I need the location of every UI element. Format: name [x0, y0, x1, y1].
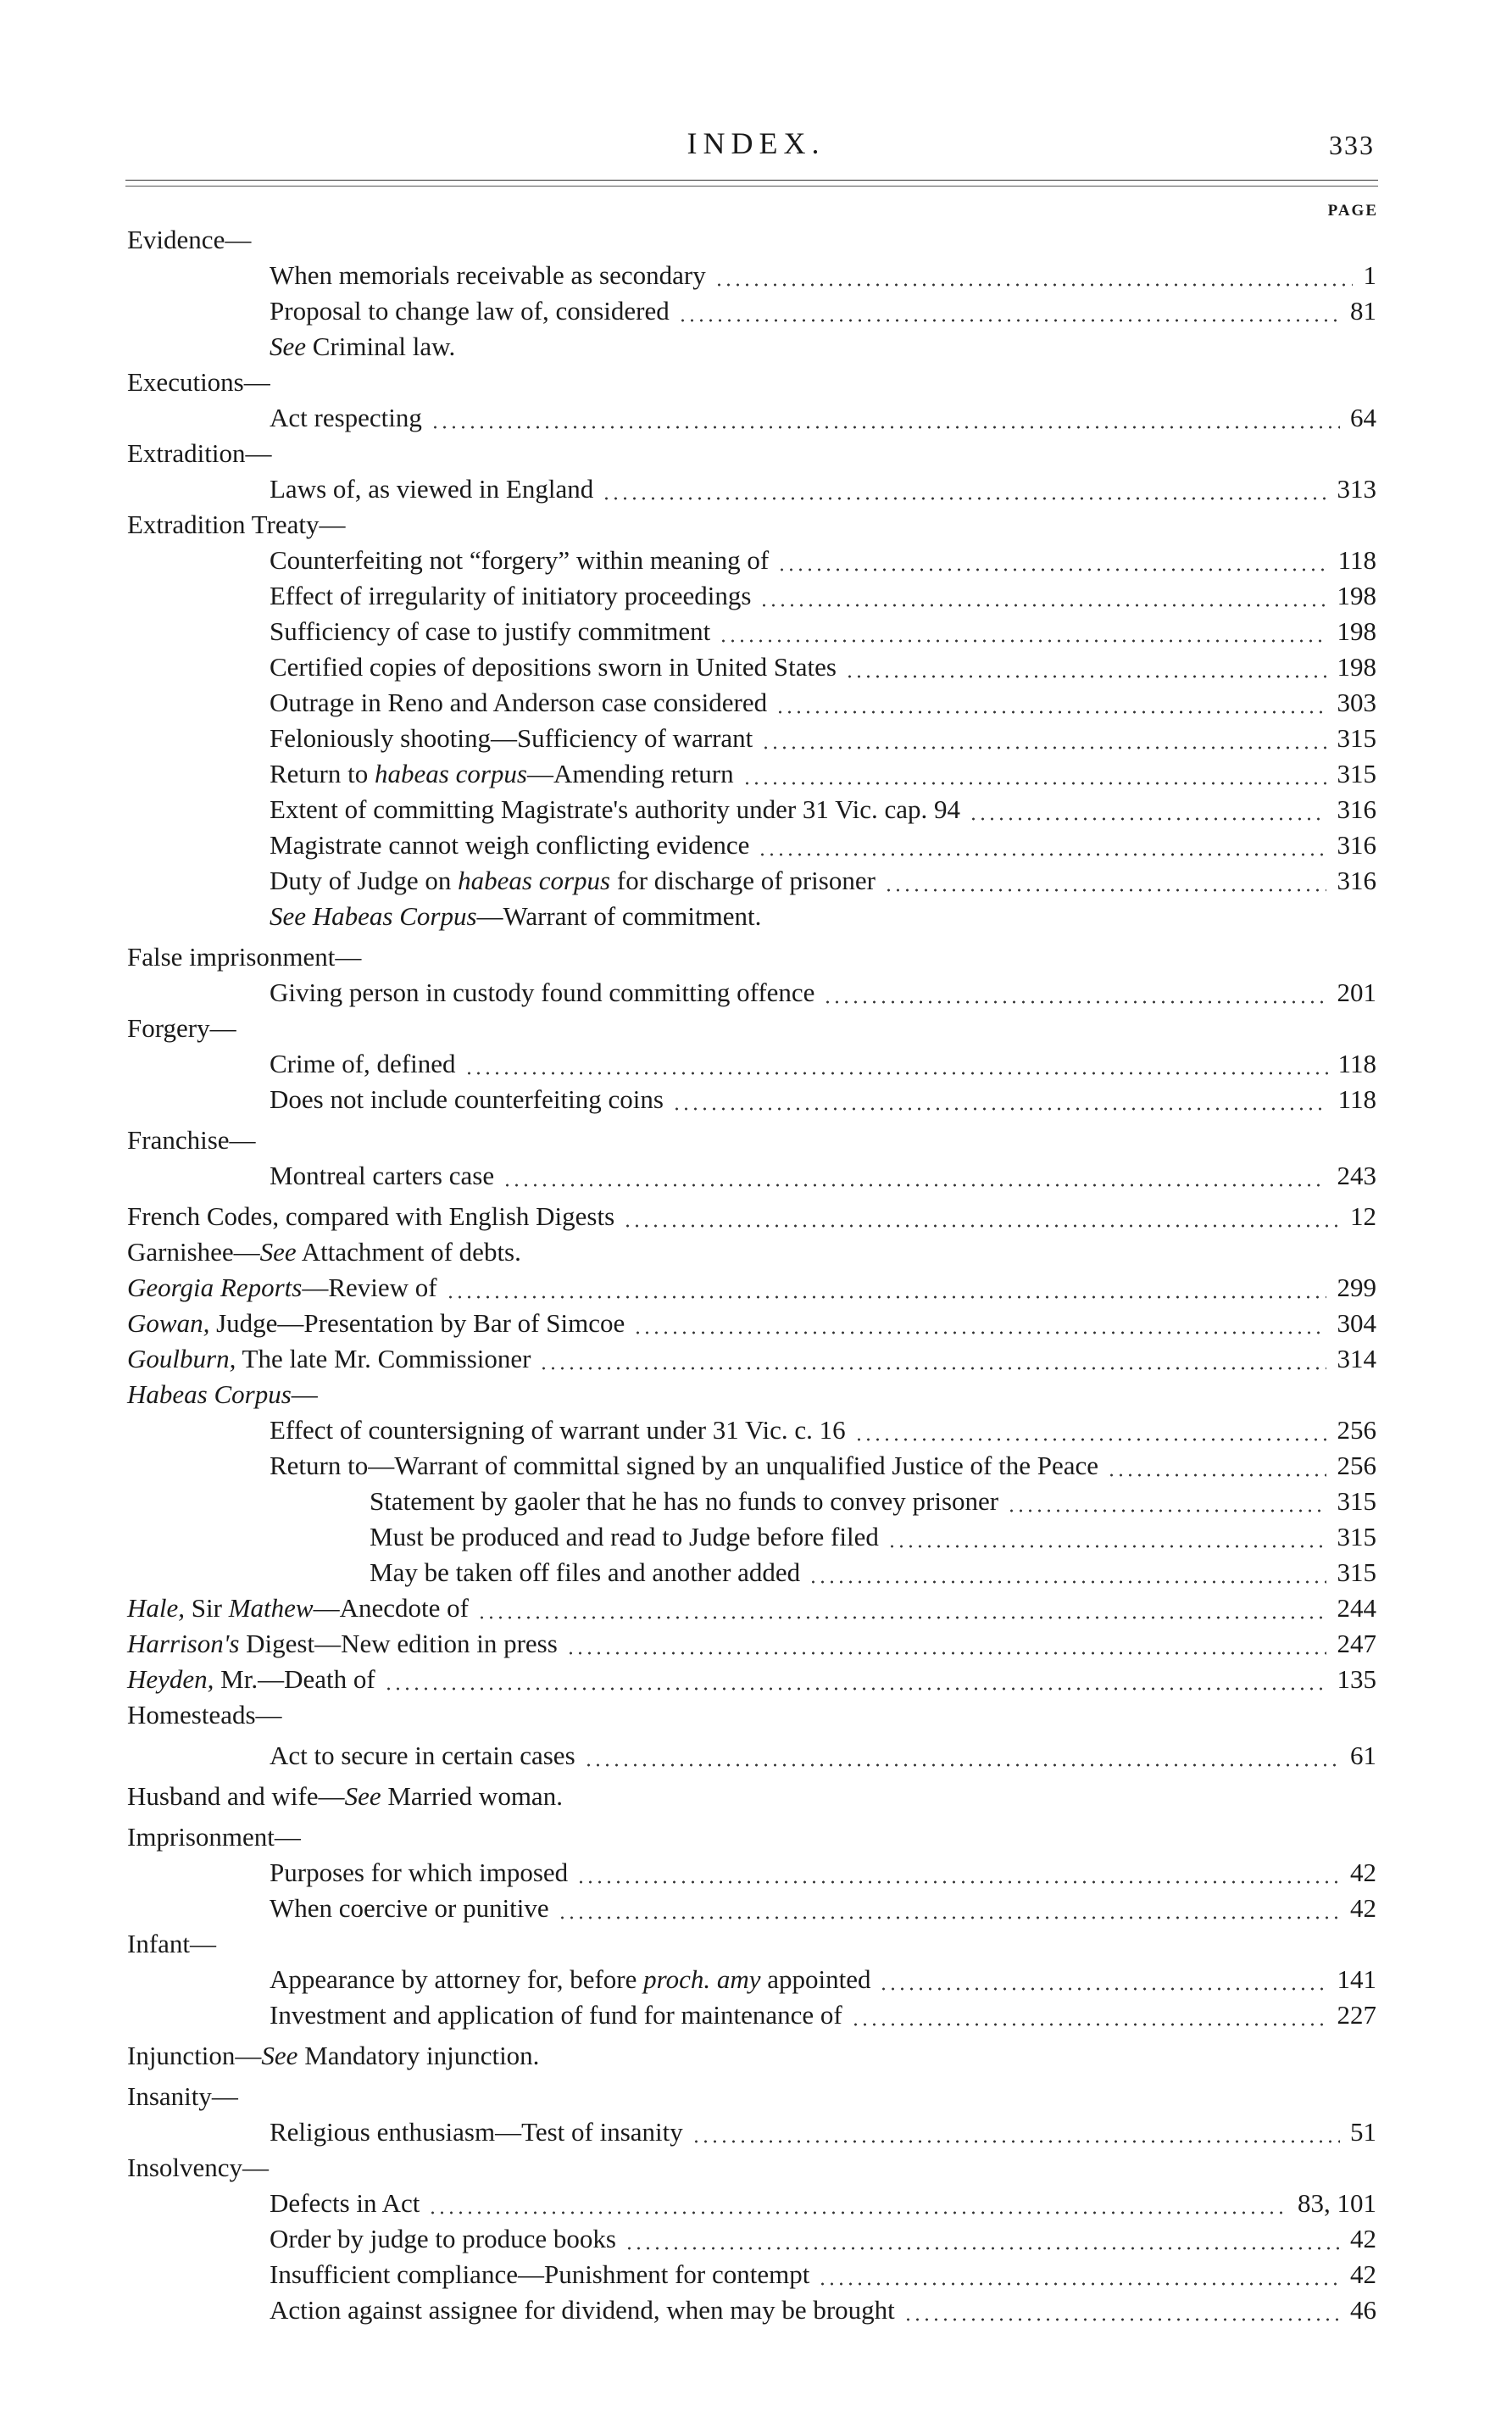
entry-text — [270, 685, 767, 721]
entry-part: —Anecdote of — [313, 1593, 469, 1623]
entry-text — [270, 1962, 870, 1997]
entry-text — [270, 2292, 895, 2328]
entry-part: French Codes, compared with English Digests — [127, 1201, 615, 1231]
entry-part: Magistrate cannot weigh conflicting evidence — [270, 830, 750, 860]
index-subentry — [0, 578, 1512, 614]
entry-part: When memorials receivable as secondary — [270, 260, 706, 290]
entry-text — [127, 1306, 625, 1341]
entry-part: Proposal to change law of, considered — [270, 296, 670, 326]
dot-leader — [446, 1295, 1326, 1299]
entry-text — [270, 792, 960, 827]
index-heading — [0, 507, 1512, 543]
header-rule — [125, 180, 1378, 181]
entry-part: Does not include counterfeiting coins — [270, 1084, 664, 1114]
index-heading — [0, 222, 1512, 258]
page-ref: 316 — [1337, 866, 1376, 895]
dot-leader — [823, 1000, 1326, 1004]
entry-text — [127, 1697, 282, 1733]
entry-part: Judge—Presentation by Bar of Simcoe — [209, 1308, 625, 1338]
entry-text — [270, 258, 706, 293]
dot-leader — [714, 283, 1353, 287]
index-subentry — [0, 2292, 1512, 2328]
dot-leader — [558, 1916, 1340, 1919]
entry-part: Married woman. — [381, 1781, 563, 1811]
entry-part: Purposes for which imposed — [270, 1858, 569, 1887]
index-subentry — [0, 756, 1512, 792]
index-heading — [0, 1341, 1512, 1377]
entry-part: Action against assignee for dividend, when may be brought — [270, 2295, 895, 2325]
entry-part: Effect of countersigning of warrant under 31 Vic. c. 16 — [270, 1415, 846, 1445]
entry-text — [127, 1011, 236, 1046]
entry-text — [127, 222, 251, 258]
page-ref: 42 — [1350, 2224, 1376, 2253]
entry-text — [270, 649, 837, 685]
entry-part: Return to — [270, 759, 375, 788]
page-ref: 118 — [1337, 1084, 1376, 1114]
entry-text — [127, 1341, 531, 1377]
index-subentry — [0, 1158, 1512, 1194]
index-subentry — [0, 1891, 1512, 1926]
page-ref: 313 — [1337, 474, 1376, 504]
entry-italic: Gowan, — [127, 1308, 210, 1338]
dot-leader — [854, 1438, 1326, 1441]
entry-italic: Goulburn, — [127, 1344, 236, 1373]
entry-text — [270, 1082, 664, 1117]
index-subentry — [0, 1997, 1512, 2033]
page-ref: 256 — [1337, 1451, 1376, 1480]
entry-part: —Amending return — [526, 759, 734, 788]
page-ref: 303 — [1337, 688, 1376, 717]
entry-text — [270, 2257, 809, 2292]
entry-part: for discharge of prisoner — [610, 866, 876, 895]
page-ref: 135 — [1337, 1664, 1376, 1694]
index-heading — [0, 1234, 1512, 1270]
page-ref: 141 — [1337, 1964, 1376, 1994]
page-ref: 315 — [1337, 1522, 1376, 1551]
entry-text — [270, 400, 422, 436]
index-heading — [0, 1626, 1512, 1662]
dot-leader — [692, 2140, 1340, 2143]
entry-part: Infant— — [127, 1929, 217, 1958]
page-number: 333 — [1329, 130, 1375, 160]
page-ref: 198 — [1337, 652, 1376, 682]
entry-part: Insanity— — [127, 2081, 238, 2111]
index-subentry — [0, 1555, 1512, 1590]
entry-part: Order by judge to produce books — [270, 2224, 616, 2253]
dot-leader — [879, 1987, 1326, 1991]
index-subentry — [0, 293, 1512, 329]
dot-leader — [969, 817, 1326, 821]
index-subentry — [0, 975, 1512, 1011]
dot-leader — [1107, 1473, 1326, 1477]
entry-part: Executions— — [127, 367, 270, 397]
page-ref: 315 — [1337, 723, 1376, 753]
entry-text — [127, 1926, 216, 1962]
dot-leader — [758, 853, 1326, 856]
entry-text — [270, 2186, 420, 2221]
entry-part: Investment and application of fund for maintenance of — [270, 2000, 842, 2030]
entry-italic: See — [259, 1237, 297, 1267]
index-subentry — [0, 1962, 1512, 1997]
index-heading — [0, 1270, 1512, 1306]
entry-text — [127, 507, 345, 543]
entry-part: Crime of, defined — [270, 1049, 456, 1078]
index-subentry — [0, 543, 1512, 578]
dot-leader — [678, 319, 1340, 322]
entry-italic: Georgia Reports — [127, 1273, 303, 1302]
index-heading — [0, 1306, 1512, 1341]
index-heading — [0, 1590, 1512, 1626]
entry-part: Homesteads— — [127, 1700, 282, 1730]
index-subentry — [0, 400, 1512, 436]
index-heading — [0, 2150, 1512, 2186]
index-heading — [0, 2079, 1512, 2114]
page-ref: 46 — [1350, 2295, 1376, 2325]
page-ref: 64 — [1350, 403, 1376, 432]
index-subentry — [0, 899, 1512, 934]
index-subentry — [0, 1082, 1512, 1117]
index-subentry — [0, 1855, 1512, 1891]
entry-part: When coercive or punitive — [270, 1893, 549, 1923]
entry-italic: See Habeas Corpus — [270, 901, 477, 931]
dot-leader — [742, 782, 1326, 785]
entry-part: Effect of irregularity of initiatory proceedings — [270, 581, 752, 610]
index-heading — [0, 1819, 1512, 1855]
entry-part: Garnishee— — [127, 1237, 260, 1267]
entry-italic: Hale, — [127, 1593, 186, 1623]
index-subentry — [0, 649, 1512, 685]
dot-leader — [477, 1616, 1326, 1619]
entry-part: Extent of committing Magistrate's authority under 31 Vic. cap. 94 — [270, 794, 961, 824]
dot-leader — [576, 1880, 1340, 1884]
page-ref: 244 — [1337, 1593, 1376, 1623]
index-subentry — [0, 1738, 1512, 1774]
page-ref: 61 — [1350, 1741, 1376, 1770]
entry-text — [270, 293, 670, 329]
dot-leader — [431, 426, 1340, 429]
entry-text — [270, 1158, 494, 1194]
entry-text — [127, 1199, 614, 1234]
entry-text — [270, 1448, 1098, 1484]
index-heading — [0, 1011, 1512, 1046]
entry-text — [127, 1626, 558, 1662]
index-heading — [0, 1926, 1512, 1962]
index-subentry — [0, 685, 1512, 721]
entry-part: Extradition Treaty— — [127, 510, 346, 539]
entry-part: — — [291, 1379, 318, 1409]
page-title: INDEX. — [687, 126, 825, 160]
index-heading — [0, 1122, 1512, 1158]
entry-text — [127, 1377, 318, 1412]
entry-part: Feloniously shooting—Sufficiency of warrant — [270, 723, 753, 753]
page-ref: 51 — [1350, 2117, 1376, 2147]
index-subentry — [0, 863, 1512, 899]
entry-part: Digest—New edition in press — [239, 1629, 558, 1658]
page-ref: 12 — [1350, 1201, 1376, 1231]
dot-leader — [845, 675, 1326, 678]
entry-text — [127, 1819, 301, 1855]
entry-italic: See — [344, 1781, 381, 1811]
page-ref: 83, 101 — [1298, 2188, 1376, 2218]
entry-text — [270, 471, 593, 507]
entry-part: Sufficiency of case to justify commitment — [270, 616, 711, 646]
dot-leader — [851, 2023, 1326, 2026]
dot-leader — [719, 639, 1326, 643]
entry-part: Duty of Judge on — [270, 866, 459, 895]
page-ref: 198 — [1337, 616, 1376, 646]
page-ref: 247 — [1337, 1629, 1376, 1658]
dot-leader — [602, 497, 1326, 500]
entry-part: Evidence— — [127, 225, 252, 254]
page-ref: 315 — [1337, 1557, 1376, 1587]
page-ref: 1 — [1363, 260, 1376, 290]
dot-leader — [633, 1331, 1326, 1334]
entry-text — [127, 2038, 539, 2074]
entry-part: Certified copies of depositions sworn in United States — [270, 652, 837, 682]
entry-part: Insufficient compliance—Punishment for contempt — [270, 2259, 810, 2289]
page-ref: 201 — [1337, 978, 1376, 1007]
page-ref: 316 — [1337, 794, 1376, 824]
dot-leader — [503, 1184, 1326, 1187]
index-subentry — [0, 614, 1512, 649]
entry-part: Act respecting — [270, 403, 422, 432]
entry-text — [370, 1555, 800, 1590]
index-subentry — [0, 2186, 1512, 2221]
entry-part: Insolvency— — [127, 2153, 270, 2182]
index-subentry — [0, 1046, 1512, 1082]
page-ref: 315 — [1337, 759, 1376, 788]
entry-text — [370, 1519, 879, 1555]
entry-text — [270, 1412, 846, 1448]
entry-text — [127, 436, 271, 471]
page-ref: 118 — [1337, 1049, 1376, 1078]
entry-text — [127, 1270, 437, 1306]
entry-text — [127, 2079, 238, 2114]
dot-leader — [818, 2282, 1340, 2286]
entry-italic: habeas corpus — [375, 759, 527, 788]
header-rule-thin — [125, 186, 1378, 187]
entry-text — [270, 1997, 842, 2033]
page-ref: 42 — [1350, 1858, 1376, 1887]
entry-text — [270, 756, 734, 792]
index-subentry — [0, 792, 1512, 827]
entry-text — [270, 614, 710, 649]
dot-leader — [759, 604, 1326, 607]
entry-part: Religious enthusiasm—Test of insanity — [270, 2117, 683, 2147]
entry-part: Return to—Warrant of committal signed by an unqualified Justice of the Peace — [270, 1451, 1099, 1480]
entry-part: Forgery— — [127, 1013, 236, 1043]
index-heading — [0, 1662, 1512, 1697]
page-ref: 256 — [1337, 1415, 1376, 1445]
entry-text — [270, 578, 751, 614]
entry-text — [270, 1855, 568, 1891]
entry-text — [127, 365, 270, 400]
page-ref: 243 — [1337, 1161, 1376, 1190]
running-head — [0, 125, 1512, 163]
entry-part: appointed — [760, 1964, 871, 1994]
index-subentry — [0, 471, 1512, 507]
entry-text — [127, 939, 361, 975]
entry-part: Mandatory injunction. — [297, 2041, 540, 2070]
dot-leader — [566, 1652, 1326, 1655]
index-heading — [0, 365, 1512, 400]
entry-part: Statement by gaoler that he has no funds to convey prisoner — [370, 1486, 999, 1516]
entry-part: Criminal law. — [306, 331, 456, 361]
entry-part: Laws of, as viewed in England — [270, 474, 594, 504]
entry-part: Must be produced and read to Judge before filed — [370, 1522, 879, 1551]
dot-leader — [884, 888, 1326, 892]
dot-leader — [625, 2247, 1340, 2250]
entry-part: Injunction— — [127, 2041, 262, 2070]
page-ref: 316 — [1337, 830, 1376, 860]
entry-part: —Warrant of commitment. — [476, 901, 762, 931]
index-heading — [0, 1199, 1512, 1234]
page-ref: 42 — [1350, 1893, 1376, 1923]
entry-text — [270, 2221, 616, 2257]
index-subentry — [0, 2257, 1512, 2292]
dot-leader — [1007, 1509, 1326, 1512]
page-ref: 198 — [1337, 581, 1376, 610]
entry-part: Defects in Act — [270, 2188, 420, 2218]
page-ref: 304 — [1337, 1308, 1376, 1338]
entry-text — [270, 1738, 575, 1774]
entry-part: False imprisonment— — [127, 942, 362, 972]
entry-italic: habeas corpus — [458, 866, 611, 895]
entry-italic: Mathew — [228, 1593, 314, 1623]
index-subentry — [0, 1519, 1512, 1555]
page-ref: 315 — [1337, 1486, 1376, 1516]
page-ref: 227 — [1337, 2000, 1376, 2030]
entry-part: —Review of — [302, 1273, 437, 1302]
index-heading — [0, 436, 1512, 471]
entry-text — [127, 1234, 521, 1270]
page-ref: 118 — [1337, 545, 1376, 575]
entry-text — [127, 1662, 375, 1697]
dot-leader — [539, 1367, 1326, 1370]
entry-part: Montreal carters case — [270, 1161, 495, 1190]
entry-part: Act to secure in certain cases — [270, 1741, 575, 1770]
entry-part: Mr.—Death of — [214, 1664, 375, 1694]
page-ref: 81 — [1350, 296, 1376, 326]
entry-text — [270, 827, 749, 863]
entry-part: Extradition— — [127, 438, 272, 468]
index-subentry — [0, 1448, 1512, 1484]
index-heading — [0, 2038, 1512, 2074]
entry-italic: Habeas Corpus — [127, 1379, 292, 1409]
index-heading — [0, 1697, 1512, 1733]
index-entries — [0, 222, 1512, 2328]
index-subentry — [0, 329, 1512, 365]
entry-part: Giving person in custody found committing offence — [270, 978, 815, 1007]
entry-part: The late Mr. Commissioner — [236, 1344, 531, 1373]
dot-leader — [887, 1545, 1326, 1548]
dot-leader — [809, 1580, 1326, 1584]
entry-part: Outrage in Reno and Anderson case considered — [270, 688, 768, 717]
index-subentry — [0, 2221, 1512, 2257]
entry-part: Appearance by attorney for, before — [270, 1964, 644, 1994]
index-subentry — [0, 1484, 1512, 1519]
dot-leader — [777, 568, 1328, 571]
page-ref: 299 — [1337, 1273, 1376, 1302]
dot-leader — [623, 1224, 1340, 1228]
entry-part: Imprisonment— — [127, 1822, 301, 1852]
page-column-label: PAGE — [1327, 202, 1378, 220]
entry-text — [370, 1484, 998, 1519]
index-subentry — [0, 827, 1512, 863]
index-heading — [0, 1377, 1512, 1412]
entry-text — [127, 2150, 269, 2186]
dot-leader — [903, 2318, 1340, 2321]
entry-text — [270, 329, 455, 365]
index-heading — [0, 939, 1512, 975]
dot-leader — [584, 1763, 1340, 1767]
entry-text — [127, 1779, 563, 1814]
entry-text — [127, 1122, 256, 1158]
entry-part: Husband and wife— — [127, 1781, 345, 1811]
entry-text — [270, 975, 814, 1011]
index-subentry — [0, 258, 1512, 293]
entry-part: Sir — [185, 1593, 229, 1623]
dot-leader — [672, 1107, 1328, 1111]
entry-italic: See — [261, 2041, 298, 2070]
entry-part: Franchise— — [127, 1125, 256, 1155]
page-ref: 314 — [1337, 1344, 1376, 1373]
index-subentry — [0, 1412, 1512, 1448]
entry-text — [270, 899, 761, 934]
entry-italic: See — [270, 331, 307, 361]
entry-text — [270, 1891, 549, 1926]
entry-part: Attachment of debts. — [296, 1237, 521, 1267]
entry-text — [270, 863, 876, 899]
entry-text — [270, 543, 769, 578]
entry-italic: Heyden, — [127, 1664, 214, 1694]
entry-italic: Harrison's — [127, 1629, 240, 1658]
dot-leader — [384, 1687, 1326, 1691]
dot-leader — [428, 2211, 1287, 2214]
entry-italic: proch. amy — [643, 1964, 761, 1994]
entry-part: May be taken off files and another added — [370, 1557, 801, 1587]
entry-text — [270, 2114, 683, 2150]
dot-leader — [775, 710, 1326, 714]
dot-leader — [464, 1072, 1328, 1075]
entry-text — [270, 1046, 456, 1082]
entry-text — [127, 1590, 469, 1626]
entry-part: Counterfeiting not “forgery” within meaning of — [270, 545, 770, 575]
index-subentry — [0, 2114, 1512, 2150]
index-subentry — [0, 721, 1512, 756]
index-heading — [0, 1779, 1512, 1814]
dot-leader — [761, 746, 1326, 749]
page-ref: 42 — [1350, 2259, 1376, 2289]
entry-text — [270, 721, 753, 756]
